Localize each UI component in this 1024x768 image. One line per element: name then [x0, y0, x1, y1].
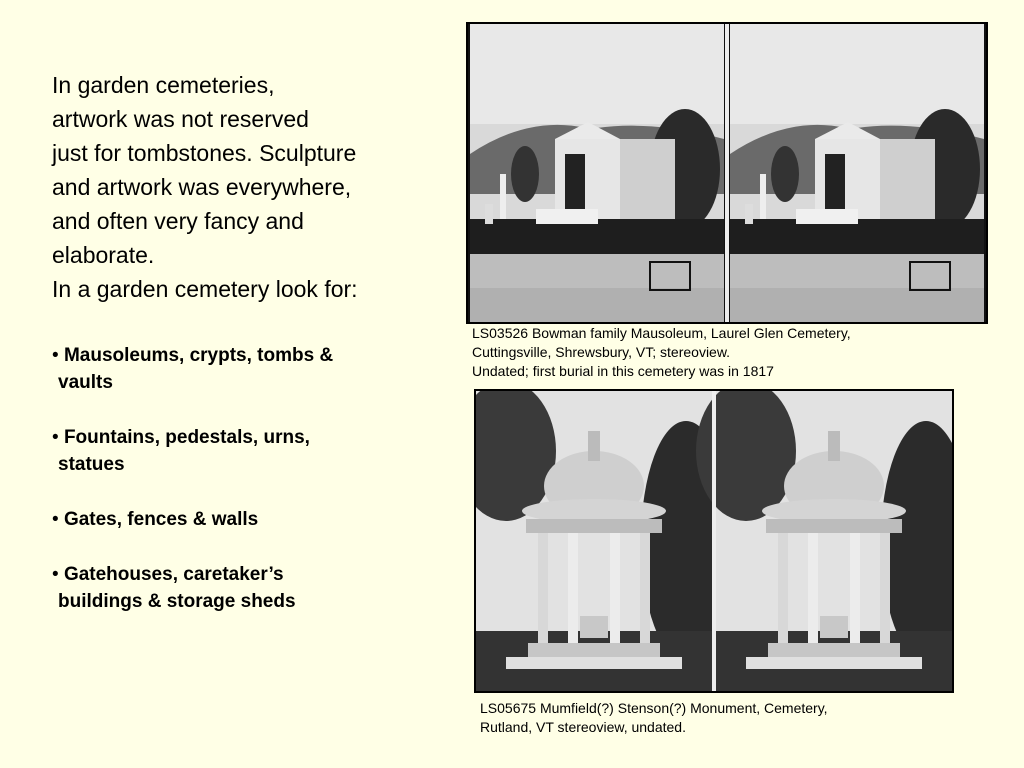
mausoleum-caption	[472, 324, 1012, 381]
intro-text	[52, 68, 452, 306]
list-item-text: buildings & storage sheds	[58, 591, 296, 612]
mausoleum-stereoview-image	[468, 24, 986, 322]
list-item	[52, 342, 452, 396]
intro-line: artwork was not reserved	[52, 106, 309, 132]
monument-stereoview-image	[476, 391, 952, 691]
list-item	[52, 561, 452, 615]
caption-line: Undated; first burial in this cemetery was in 1817	[472, 363, 774, 379]
mausoleum-stereoview-photo	[466, 22, 988, 324]
intro-line: In garden cemeteries,	[52, 72, 275, 98]
list-item-text: Fountains, pedestals, urns,	[63, 427, 310, 448]
intro-line: just for tombstones. Sculpture	[52, 140, 357, 166]
intro-line: and artwork was everywhere,	[52, 174, 352, 200]
caption-line: LS03526 Bowman family Mausoleum, Laurel Glen Cemetery,	[472, 325, 851, 341]
caption-line: LS05675 Mumfield(?) Stenson(?) Monument, Cemetery,	[480, 700, 828, 716]
list-item	[52, 506, 452, 533]
intro-line: In a garden cemetery look for:	[52, 276, 358, 302]
caption-line: Cuttingsville, Shrewsbury, VT; stereoview.	[472, 344, 731, 360]
monument-caption	[480, 699, 1000, 737]
caption-line: Rutland, VT stereoview, undated.	[480, 719, 686, 735]
list-item-text: Gates, fences & walls	[63, 509, 259, 530]
list-item-text: vaults	[58, 372, 113, 393]
list-item-text: Gatehouses, caretaker’s	[63, 564, 284, 585]
look-for-list	[52, 342, 452, 643]
intro-line: and often very fancy and	[52, 208, 304, 234]
list-item-text: statues	[58, 454, 125, 475]
intro-line: elaborate.	[52, 242, 155, 268]
monument-stereoview-photo	[474, 389, 954, 693]
list-item	[52, 424, 452, 478]
list-item-text: Mausoleums, crypts, tombs &	[63, 345, 334, 366]
